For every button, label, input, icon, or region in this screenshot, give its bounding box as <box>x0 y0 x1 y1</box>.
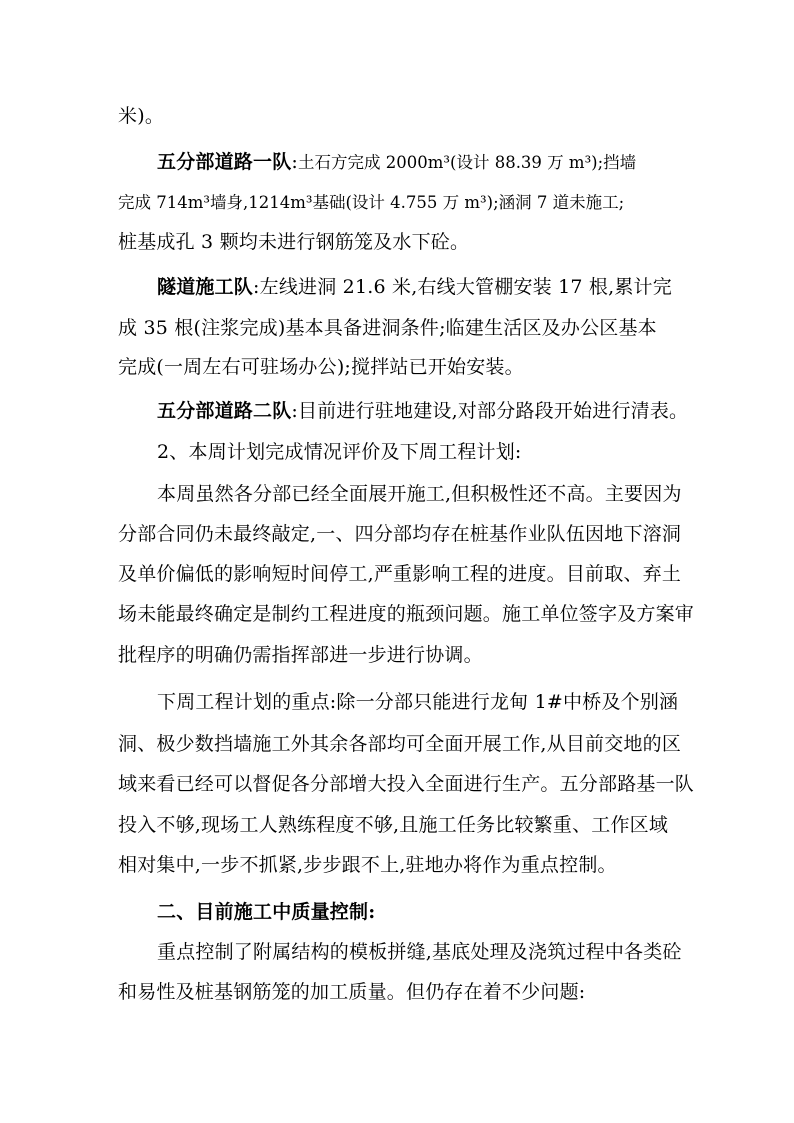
paragraph-road-team-1-line-3: 桩基成孔 3 颗均未进行钢筋笼及水下砼。 <box>118 231 470 253</box>
paragraph-tunnel-team-line-1 <box>157 275 688 299</box>
paragraph-next-week-line-5: 相对集中,一步不抓紧,步步跟不上,驻地办将作为重点控制。 <box>118 854 617 876</box>
paragraph-next-week-line-4: 投入不够,现场工人熟练程度不够,且施工任务比较繁重、工作区域 <box>118 814 669 836</box>
paragraph-next-week-line-3: 域来看已经可以督促各分部增大投入全面进行生产。五分部路基一队 <box>118 773 695 795</box>
paragraph-road-team-1-line-2: 完成 714m³墙身,1214m³基础(设计 4.755 万 m³);涵洞 7 道未施工; <box>118 193 625 212</box>
paragraph-road-team-2 <box>157 399 688 423</box>
road-team-2-heading: 五分部道路二队 <box>157 400 292 422</box>
paragraph-evaluation-line-2: 分部合同仍未最终敲定,一、四分部均存在桩基作业队伍因地下溶洞 <box>118 523 682 545</box>
road-team-1-text-1: 土石方完成 2000m³(设计 88.39 万 m³);挡墙 <box>298 153 637 172</box>
road-team-1-heading: 五分部道路一队 <box>157 151 292 173</box>
paragraph-evaluation-line-1: 本周虽然各分部已经全面展开施工,但积极性还不高。主要因为 <box>157 483 682 505</box>
road-team-2-text: 目前进行驻地建设,对部分路段开始进行清表。 <box>298 400 689 422</box>
section-heading-weekly-plan: 2、本周计划完成情况评价及下周工程计划: <box>157 441 522 463</box>
tunnel-team-text-1: 左线进洞 21.6 米,右线大管棚安装 17 根,累计完 <box>259 276 672 298</box>
paragraph-evaluation-line-3: 及单价偏低的影响短时间停工,严重影响工程的进度。目前取、弃土 <box>118 563 682 585</box>
paragraph-tunnel-team-line-3: 完成(一周左右可驻场办公);搅拌站已开始安装。 <box>118 356 524 378</box>
paragraph-quality-line-2: 和易性及桩基钢筋笼的加工质量。但仍存在着不少问题: <box>118 981 586 1003</box>
road-team-1-sep: : <box>291 151 299 173</box>
paragraph-evaluation-line-5: 批程序的明确仍需指挥部进一步进行协调。 <box>118 644 483 666</box>
paragraph-quality-line-1: 重点控制了附属结构的模板拼缝,基底处理及浇筑过程中各类砼 <box>157 941 682 963</box>
paragraph-next-week-line-1: 下周工程计划的重点:除一分部只能进行龙甸 1#中桥及个别涵 <box>157 691 679 713</box>
paragraph-evaluation-line-4: 场未能最终确定是制约工程进度的瓶颈问题。施工单位签字及方案审 <box>118 603 695 625</box>
paragraph-road-team-1-line-1 <box>157 150 688 175</box>
road-team-2-sep: : <box>291 400 299 422</box>
section-heading-quality-control: 二、目前施工中质量控制: <box>157 901 376 923</box>
tunnel-team-heading: 隧道施工队 <box>157 276 254 298</box>
continuation-line: 米)。 <box>118 105 165 127</box>
tunnel-team-sep: : <box>253 276 260 298</box>
paragraph-tunnel-team-line-2: 成 35 根(注浆完成)基本具备进洞条件;临建生活区及办公区基本 <box>118 317 657 339</box>
paragraph-next-week-line-2: 洞、极少数挡墙施工外其余各部均可全面开展工作,从目前交地的区 <box>118 733 682 755</box>
